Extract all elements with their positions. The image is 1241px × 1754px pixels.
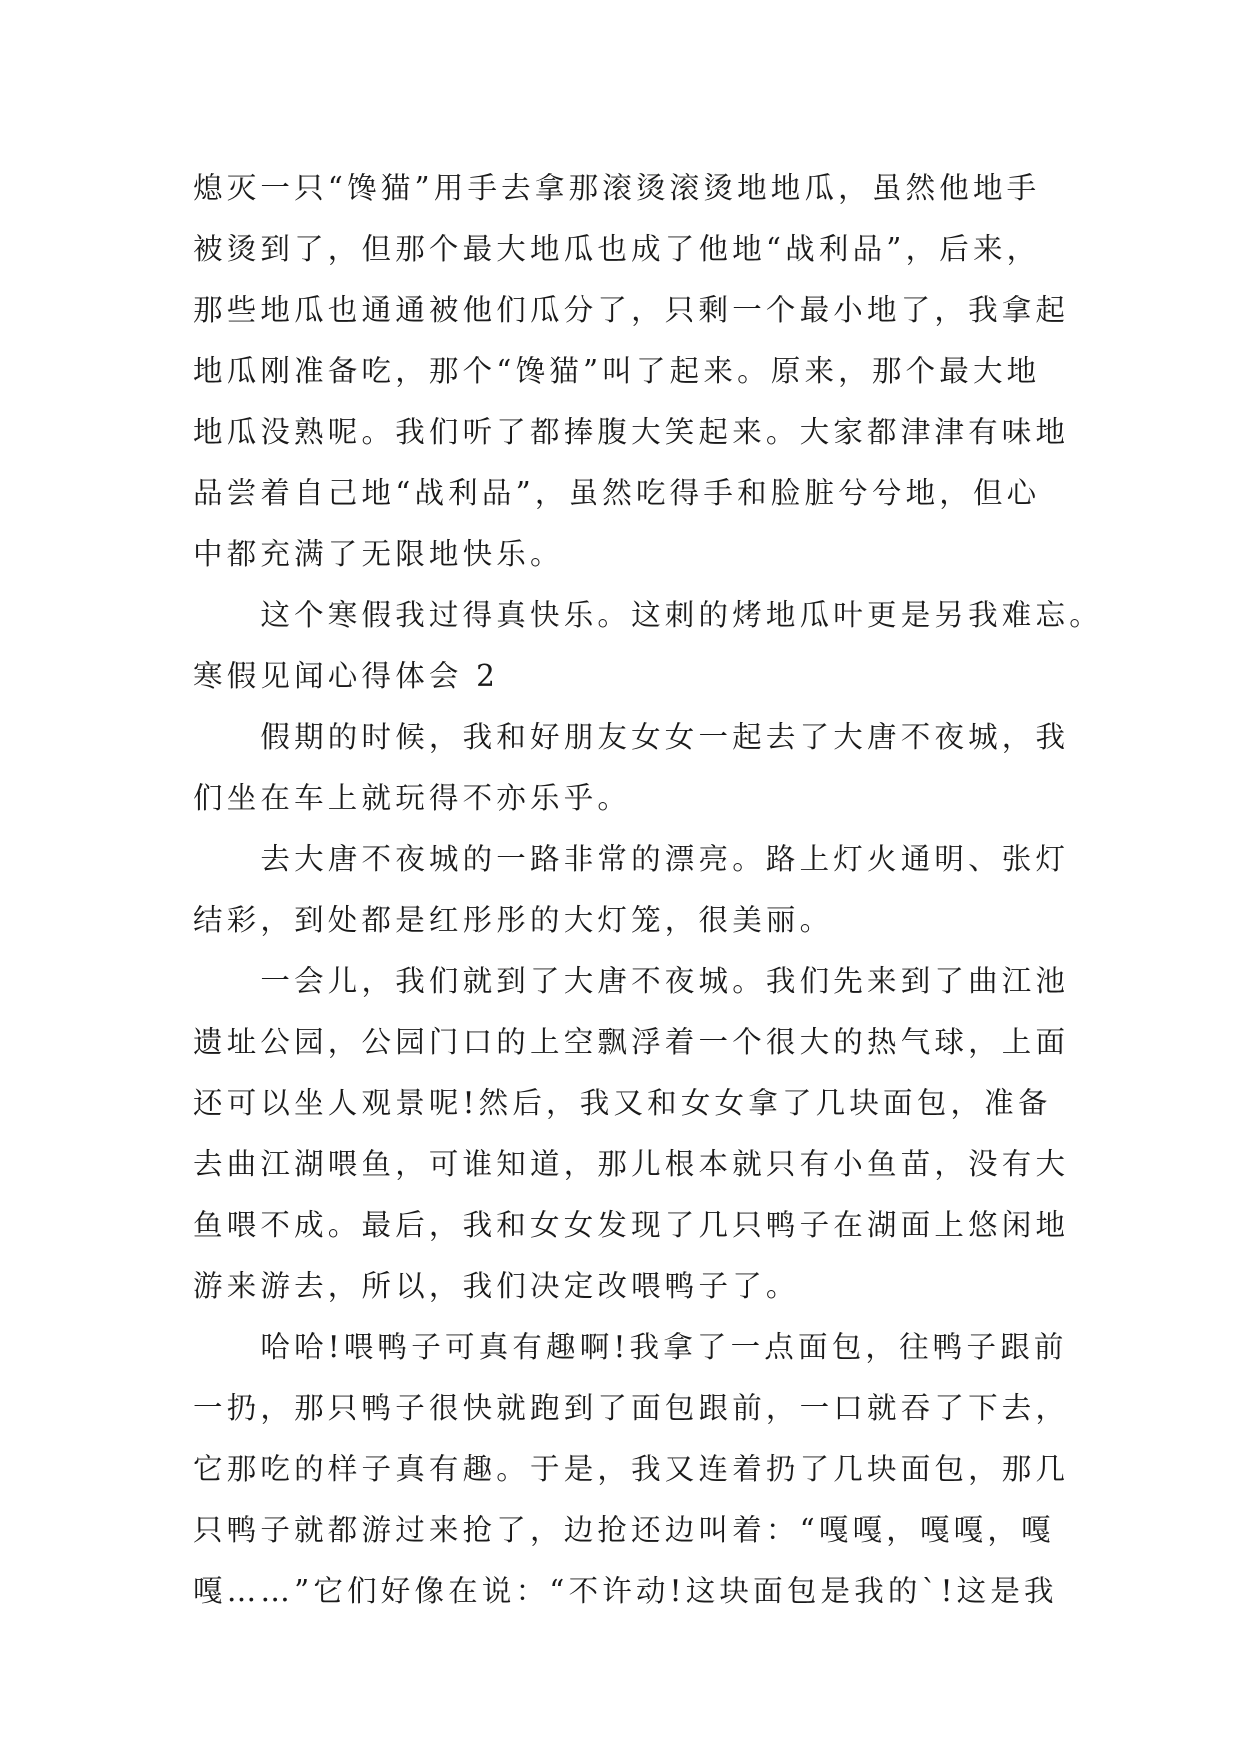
text-line: 结彩，到处都是红彤彤的大灯笼，很美丽。 [193,903,834,937]
text-line: 一扔，那只鸭子很快就跑到了面包跟前，一口就吞了下去， [193,1391,1070,1425]
text-line: 一会儿，我们就到了大唐不夜城。我们先来到了曲江池 [193,964,1070,998]
text-line: 熄灭一只“馋猫”用手去拿那滚烫滚烫地地瓜，虽然他地手 [193,171,1041,205]
text-line: 那些地瓜也通通被他们瓜分了，只剩一个最小地了，我拿起 [193,293,1070,327]
text-line: 中都充满了无限地快乐。 [193,537,564,571]
text-line: 它那吃的样子真有趣。于是，我又连着扔了几块面包，那几 [193,1452,1070,1486]
text-line: 被烫到了，但那个最大地瓜也成了他地“战利品”，后来， [193,232,1041,266]
text-line: 还可以坐人观景呢!然后，我又和女女拿了几块面包，准备 [193,1086,1052,1120]
text-line: 去曲江湖喂鱼，可谁知道，那儿根本就只有小鱼苗，没有大 [193,1147,1070,1181]
section-heading: 寒假见闻心得体会 2 [193,659,500,693]
text-line: 只鸭子就都游过来抢了，边抢还边叫着：“嘎嘎，嘎嘎，嘎 [193,1513,1055,1547]
text-line: 地瓜没熟呢。我们听了都捧腹大笑起来。大家都津津有味地 [193,415,1070,449]
text-line: 游来游去，所以，我们决定改喂鸭子了。 [193,1269,800,1303]
text-line: 鱼喂不成。最后，我和女女发现了几只鸭子在湖面上悠闲地 [193,1208,1070,1242]
text-line: 们坐在车上就玩得不亦乐乎。 [193,781,632,815]
document-body [193,158,1103,1622]
text-line: 去大唐不夜城的一路非常的漂亮。路上灯火通明、张灯 [193,842,1070,876]
text-line: 假期的时候，我和好朋友女女一起去了大唐不夜城，我 [193,720,1070,754]
text-line: 品尝着自己地“战利品”，虽然吃得手和脸脏兮兮地，但心 [193,476,1041,510]
text-line: 地瓜刚准备吃，那个“馋猫”叫了起来。原来，那个最大地 [193,354,1041,388]
text-line: 遗址公园，公园门口的上空飘浮着一个很大的热气球，上面 [193,1025,1070,1059]
text-line: 嘎……”它们好像在说：“不许动!这块面包是我的`!这是我 [193,1574,1058,1608]
text-line: 这个寒假我过得真快乐。这刺的烤地瓜叶更是另我难忘。 [193,598,1103,632]
text-line: 哈哈!喂鸭子可真有趣啊!我拿了一点面包，往鸭子跟前 [193,1330,1068,1364]
